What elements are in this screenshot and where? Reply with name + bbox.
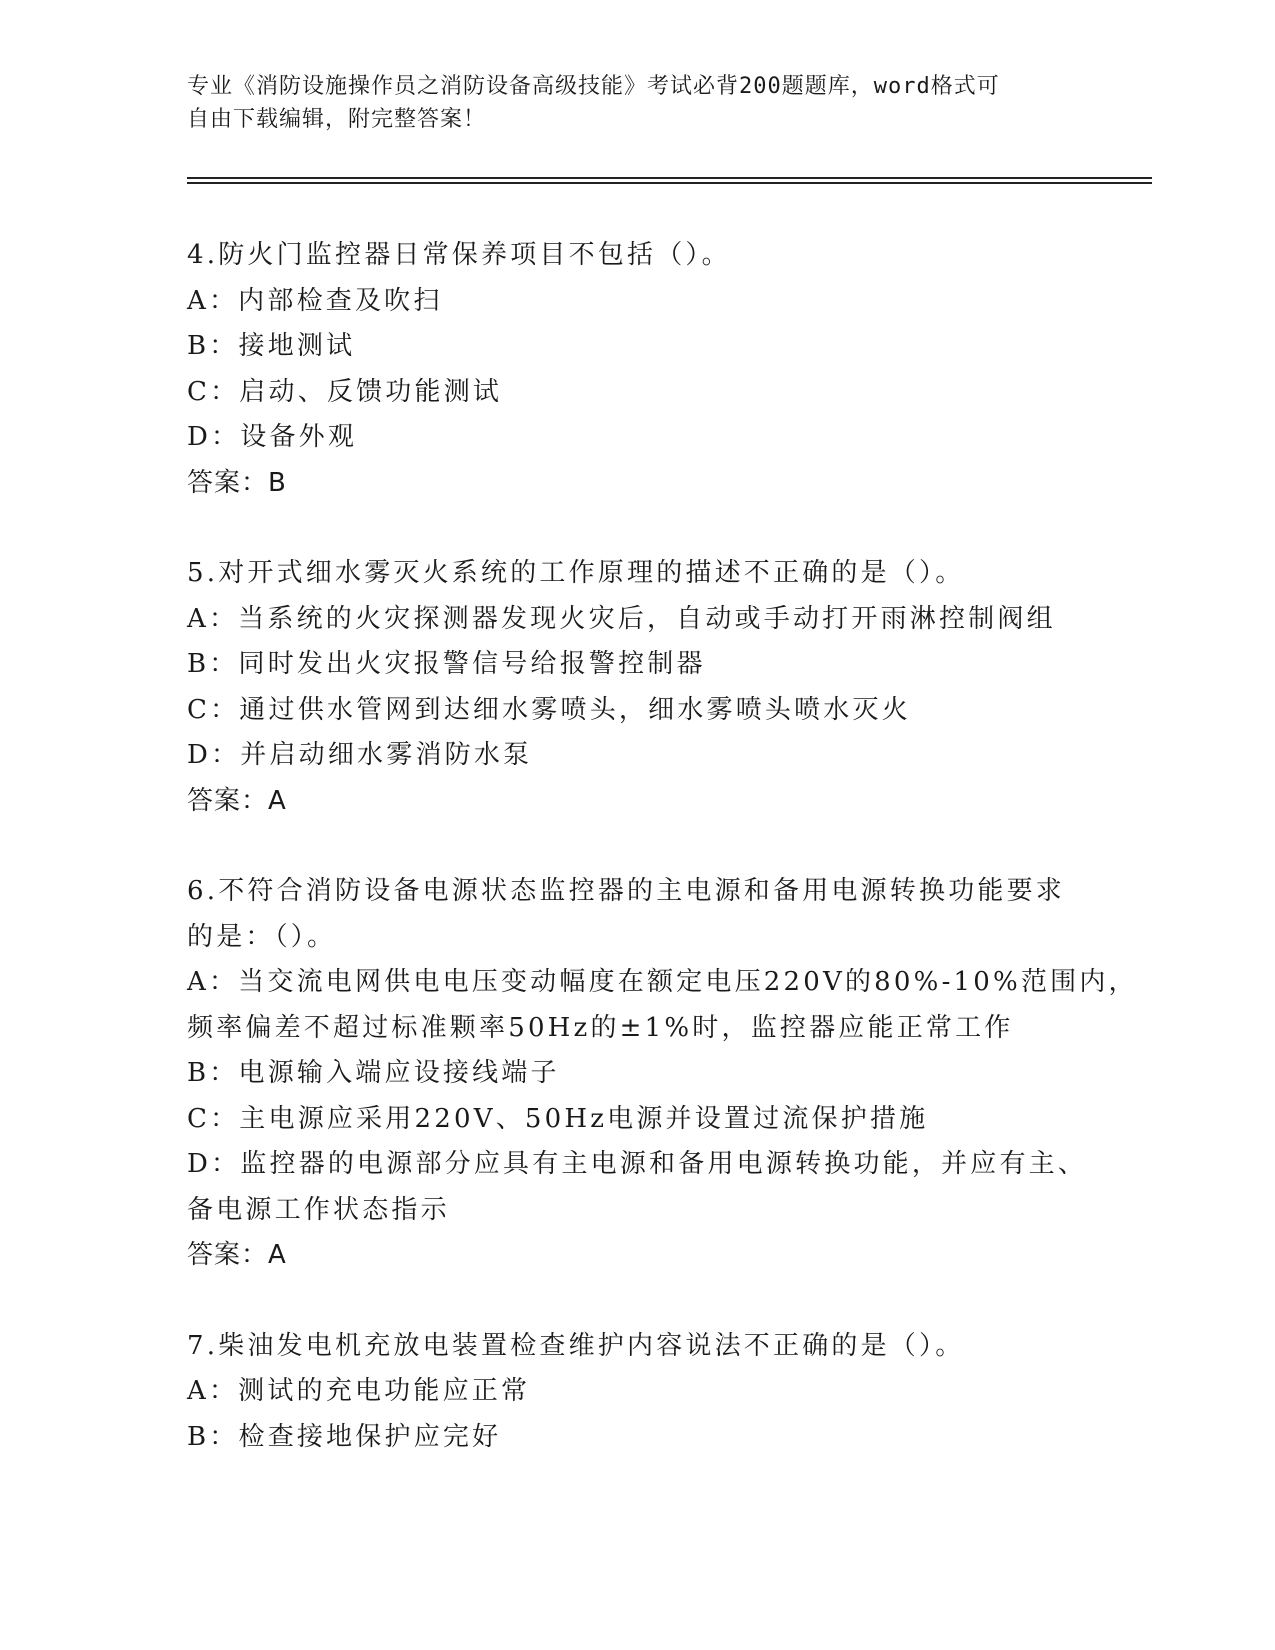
question-stem: 6.不符合消防设备电源状态监控器的主电源和备用电源转换功能要求 — [187, 876, 1066, 906]
option-c: C：通过供水管网到达细水雾喷头，细水雾喷头喷水灭火 — [187, 694, 911, 725]
header-line-1: 专业《消防设施操作员之消防设备高级技能》考试必背200题题库，word格式可 — [187, 74, 1000, 99]
option-b: B：同时发出火灾报警信号给报警控制器 — [187, 649, 706, 679]
question-stem-continued: 的是：（）。 — [187, 921, 337, 952]
option-b: B：电源输入端应设接线端子 — [187, 1058, 560, 1088]
answer-key: 答案：A — [187, 785, 287, 816]
question-7 — [187, 1324, 1147, 1461]
answer-key: 答案：A — [187, 1240, 287, 1270]
header-divider-top — [187, 177, 1152, 179]
option-a: A：测试的充电功能应正常 — [187, 1376, 531, 1406]
option-a-continued: 频率偏差不超过标准颗率50Hz的±1%时，监控器应能正常工作 — [187, 1012, 1014, 1043]
question-list — [187, 233, 1147, 1505]
option-a: A：当交流电网供电电压变动幅度在额定电压220V的80%-10%范围内， — [187, 967, 1138, 997]
question-stem: 4.防火门监控器日常保养项目不包括（）。 — [187, 240, 731, 270]
option-c: C：启动、反馈功能测试 — [187, 376, 503, 407]
question-4 — [187, 233, 1147, 506]
answer-key: 答案：B — [187, 467, 287, 498]
option-a: A：当系统的火灾探测器发现火灾后，自动或手动打开雨淋控制阀组 — [187, 603, 1056, 634]
option-d-continued: 备电源工作状态指示 — [187, 1194, 450, 1225]
question-6 — [187, 869, 1147, 1279]
option-a: A：内部检查及吹扫 — [187, 285, 443, 316]
question-5 — [187, 551, 1147, 824]
header-line-2: 自由下载编辑，附完整答案！ — [187, 107, 487, 132]
header-divider-bottom — [187, 182, 1152, 184]
option-d: D：监控器的电源部分应具有主电源和备用电源转换功能，并应有主、 — [187, 1149, 1088, 1179]
option-c: C：主电源应采用220V、50Hz电源并设置过流保护措施 — [187, 1103, 929, 1134]
question-stem: 7.柴油发电机充放电装置检查维护内容说法不正确的是（）。 — [187, 1330, 965, 1361]
option-d: D：并启动细水雾消防水泵 — [187, 740, 533, 770]
question-stem: 5.对开式细水雾灭火系统的工作原理的描述不正确的是（）。 — [187, 558, 965, 588]
option-b: B：检查接地保护应完好 — [187, 1421, 502, 1452]
option-b: B：接地测试 — [187, 331, 356, 361]
option-d: D：设备外观 — [187, 422, 358, 452]
document-header — [187, 70, 1147, 136]
